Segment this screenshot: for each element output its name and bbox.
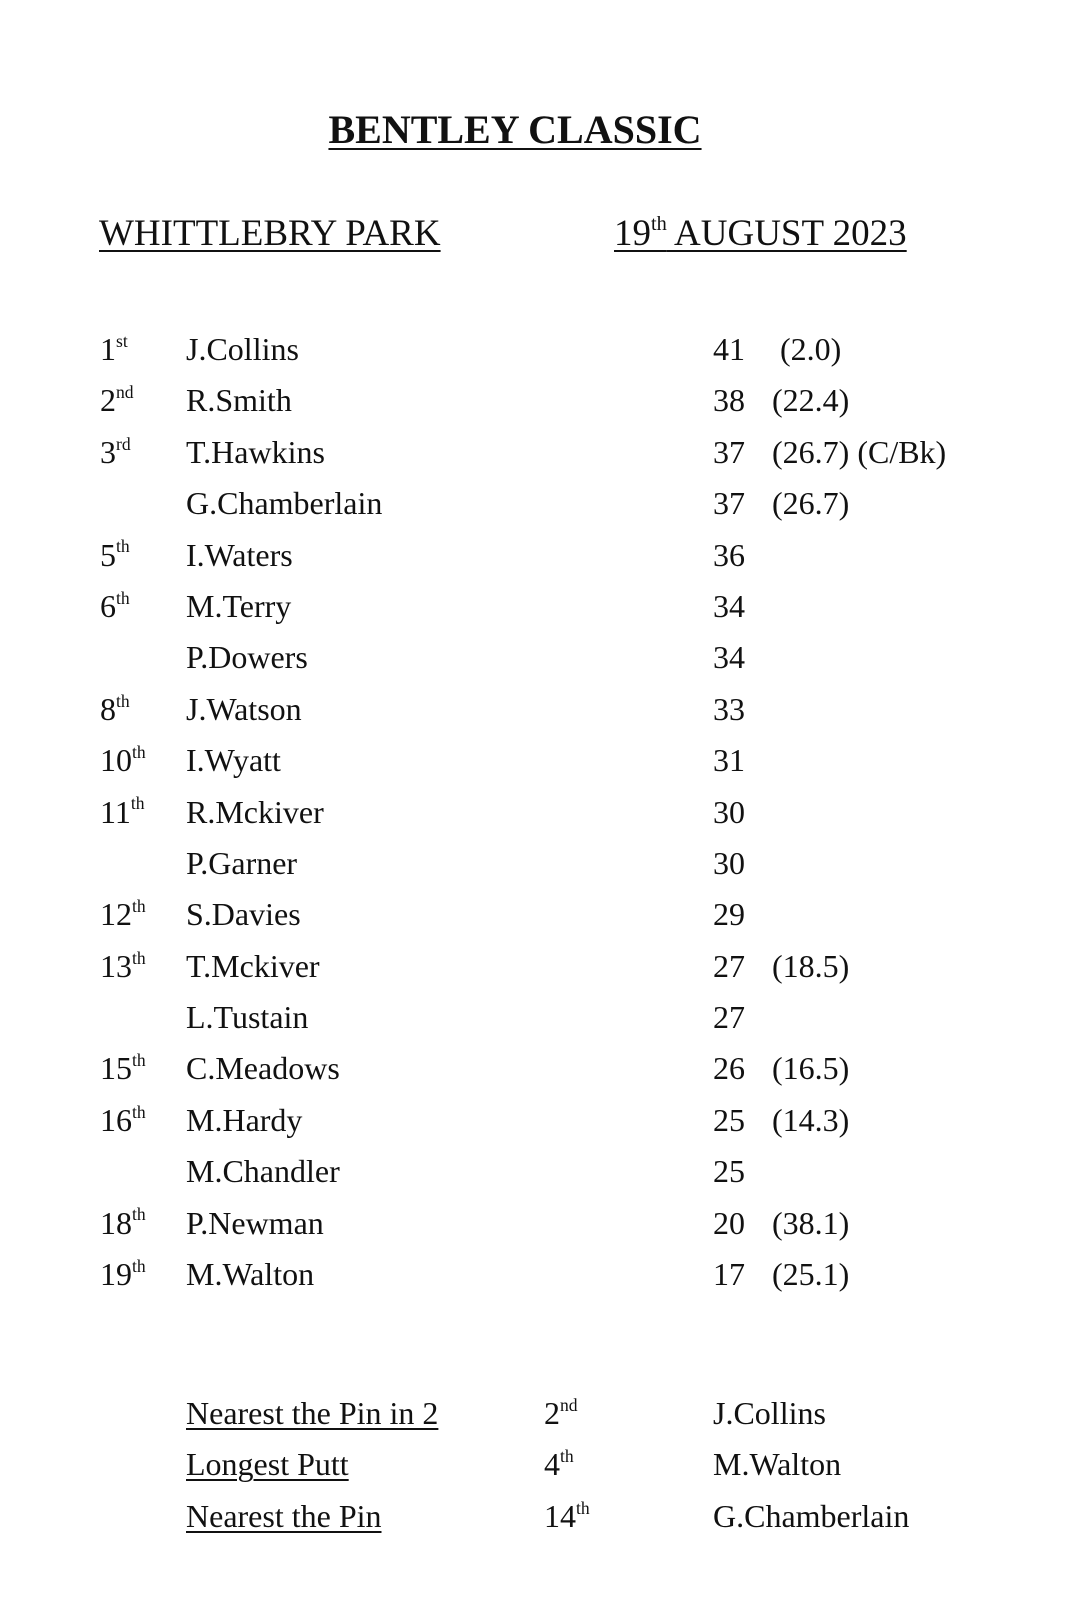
date-day: 19	[614, 213, 651, 254]
points: 20	[713, 1204, 745, 1241]
points: 34	[713, 587, 745, 624]
result-row	[0, 375, 1091, 426]
result-row	[0, 1095, 1091, 1146]
points: 33	[713, 690, 745, 727]
position	[100, 735, 146, 786]
countback-note: (38.1)	[772, 1204, 850, 1241]
points: 34	[713, 639, 745, 676]
results-list	[0, 324, 1091, 1300]
position-suffix: rd	[116, 433, 131, 454]
date-suffix: th	[651, 212, 667, 235]
points: 41	[713, 331, 745, 367]
points: 29	[713, 896, 745, 933]
prize-winner: G.Chamberlain	[713, 1497, 910, 1534]
hole-number: 14	[544, 1497, 576, 1534]
prize-hole	[544, 1439, 574, 1490]
position-suffix: th	[116, 587, 130, 608]
position-suffix: nd	[116, 382, 134, 403]
position	[100, 1043, 146, 1094]
result-row	[0, 838, 1091, 889]
position	[100, 1249, 146, 1300]
position	[100, 1095, 146, 1146]
position-suffix: th	[132, 741, 146, 762]
player-name: M.Chandler	[186, 1153, 340, 1190]
prize-row	[0, 1491, 1091, 1542]
points: 26	[713, 1050, 745, 1087]
event-date	[614, 212, 907, 256]
position-suffix: th	[132, 1204, 146, 1225]
position-suffix: th	[132, 1255, 146, 1276]
prizes-list	[0, 1388, 1091, 1542]
prize-winner: M.Walton	[713, 1446, 842, 1483]
points: 25	[713, 1101, 745, 1138]
player-name: P.Dowers	[186, 639, 308, 676]
position-number: 15	[100, 1050, 132, 1087]
result-row	[0, 941, 1091, 992]
result-row	[0, 992, 1091, 1043]
result-row	[0, 684, 1091, 735]
player-name: L.Tustain	[186, 999, 309, 1036]
position-number: 5	[100, 536, 116, 573]
result-row	[0, 478, 1091, 529]
hole-suffix: th	[576, 1497, 590, 1518]
player-name: I.Waters	[186, 536, 293, 573]
player-name: T.Mckiver	[186, 947, 320, 984]
position-number: 10	[100, 742, 132, 779]
result-row	[0, 889, 1091, 940]
result-row	[0, 1249, 1091, 1300]
countback-note: (26.7) (C/Bk)	[772, 433, 947, 470]
player-name: I.Wyatt	[186, 742, 281, 779]
player-name: G.Chamberlain	[186, 485, 383, 522]
position-number: 1	[100, 331, 116, 367]
position	[100, 941, 146, 992]
position-suffix: th	[116, 536, 130, 557]
position	[100, 581, 130, 632]
position-suffix: th	[132, 1101, 146, 1122]
points: 17	[713, 1256, 745, 1293]
position	[100, 787, 145, 838]
player-name: R.Mckiver	[186, 793, 324, 830]
points: 37	[713, 433, 745, 470]
hole-suffix: nd	[560, 1394, 578, 1415]
position-suffix: th	[132, 896, 146, 917]
venue-heading: WHITTLEBRY PARK	[99, 213, 441, 254]
result-row	[0, 324, 1091, 375]
position	[100, 1198, 146, 1249]
prize-row	[0, 1439, 1091, 1490]
player-name: M.Hardy	[186, 1101, 303, 1138]
countback-note: (16.5)	[772, 1050, 850, 1087]
position-suffix: th	[132, 1050, 146, 1071]
prize-label: Longest Putt	[186, 1446, 349, 1483]
player-name: T.Hawkins	[186, 433, 325, 470]
date-rest: AUGUST 2023	[666, 213, 907, 254]
position-number: 16	[100, 1101, 132, 1138]
points: 37	[713, 485, 745, 522]
hole-suffix: th	[560, 1446, 574, 1467]
player-name: M.Walton	[186, 1256, 315, 1293]
player-name: J.Collins	[186, 331, 299, 367]
countback-note: (14.3)	[772, 1101, 850, 1138]
position-number: 18	[100, 1204, 132, 1241]
result-row	[0, 632, 1091, 683]
points: 30	[713, 793, 745, 830]
hole-number: 2	[544, 1395, 560, 1431]
position-number: 13	[100, 947, 132, 984]
result-row	[0, 1198, 1091, 1249]
prize-hole	[544, 1491, 590, 1542]
prize-row	[0, 1388, 1091, 1439]
player-name: M.Terry	[186, 587, 292, 624]
hole-number: 4	[544, 1446, 560, 1483]
result-row	[0, 530, 1091, 581]
player-name: P.Newman	[186, 1204, 324, 1241]
points: 27	[713, 947, 745, 984]
position-number: 6	[100, 587, 116, 624]
result-row	[0, 787, 1091, 838]
countback-note: (25.1)	[772, 1256, 850, 1293]
prize-winner: J.Collins	[713, 1395, 826, 1431]
position	[100, 684, 130, 735]
position	[100, 324, 128, 375]
countback-note: (22.4)	[772, 382, 850, 419]
position-number: 12	[100, 896, 132, 933]
countback-note: (18.5)	[772, 947, 850, 984]
points: 31	[713, 742, 745, 779]
points: 25	[713, 1153, 745, 1190]
position-suffix: th	[132, 947, 146, 968]
position-suffix: th	[130, 793, 145, 814]
position	[100, 427, 131, 478]
position-number: 3	[100, 433, 116, 470]
prize-label: Nearest the Pin	[186, 1497, 382, 1534]
position	[100, 530, 130, 581]
position-suffix: th	[116, 690, 130, 711]
player-name: R.Smith	[186, 382, 292, 419]
result-row	[0, 1043, 1091, 1094]
position-number: 11	[100, 793, 131, 830]
prize-hole	[544, 1388, 578, 1439]
countback-note: (2.0)	[772, 331, 842, 367]
points: 27	[713, 999, 745, 1036]
result-row	[0, 581, 1091, 632]
player-name: C.Meadows	[186, 1050, 340, 1087]
result-row	[0, 735, 1091, 786]
player-name: P.Garner	[186, 844, 298, 881]
countback-note: (26.7)	[772, 485, 850, 522]
position-suffix: st	[116, 330, 128, 351]
position-number: 19	[100, 1256, 132, 1293]
position	[100, 375, 134, 426]
position-number: 2	[100, 382, 116, 419]
points: 38	[713, 382, 745, 419]
document-title: BENTLEY CLASSIC	[328, 107, 702, 152]
result-row	[0, 427, 1091, 478]
result-row	[0, 1146, 1091, 1197]
position	[100, 889, 146, 940]
prize-label: Nearest the Pin in 2	[186, 1395, 439, 1431]
points: 30	[713, 844, 745, 881]
position-number: 8	[100, 690, 116, 727]
points: 36	[713, 536, 745, 573]
player-name: J.Watson	[186, 690, 302, 727]
player-name: S.Davies	[186, 896, 301, 933]
